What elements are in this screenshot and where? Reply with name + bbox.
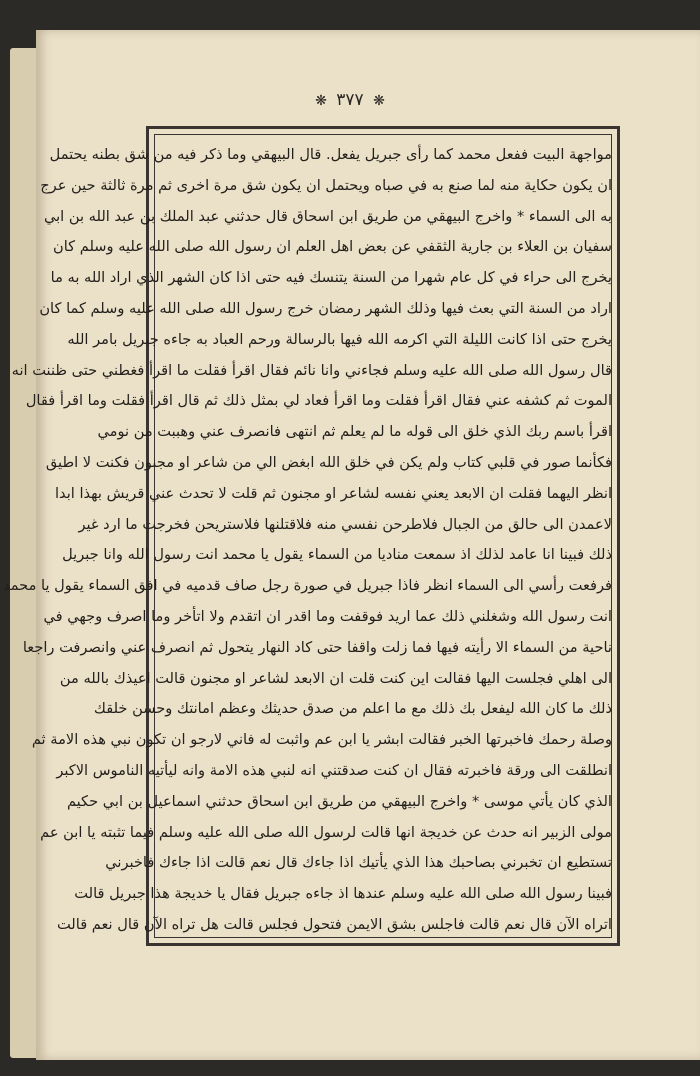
text-line: الموت ثم كشفه عني فقال اقرأ فقلت وما اقرأ فعاد لي بمثل ذلك ثم قال اقرأ فقلت وما اقرأ فقال (25, 392, 612, 410)
text-line: انطلقت الى ورقة فاخبرته فقال ان كنت صدقتني انه لنبي هذه الامة وانه ليأتيه الناموس الاكبر (56, 761, 612, 779)
text-line: انت رسول الله وشغلني ذلك عما اريد فوقفت وما اقدر ان اتقدم ولا اتأخر وما اصرف وجهي في (43, 607, 612, 625)
text-line: يخرج حتى اذا كانت الليلة التي اكرمه الله فيها بالرسالة ورحم العباد به جاءه جبريل بامر الله (67, 330, 612, 348)
text-line: الذي كان يأتي موسى * واخرج البيهقي من طريق ابن اسحاق حدثني اسماعيل بن ابي حكيم (66, 792, 612, 810)
text-line: مولى الزبير انه حدث عن خديجة انها قالت لرسول الله صلى الله عليه وسلم فيما تثبته يا ابن عم (40, 823, 612, 841)
text-line: الى اهلي فجلست اليها فقالت اين كنت قلت ان الابعد لشاعر او مجنون قالت اعيذك بالله من (59, 669, 612, 687)
text-line: فكأنما صور في قلبي كتاب ولم يكن في خلق الله ابغض الي من شاعر او مجنون فكنت لا اطيق (45, 453, 612, 471)
text-line: به الى السماء * واخرج البيهقي من طريق ابن اسحاق قال حدثني عبد الملك بن عبد الله بن ابي (43, 207, 612, 225)
text-line: انظر اليهما فقلت ان الابعد يعني نفسه لشاعر او مجنون ثم قلت لا تحدث عني قريش بهذا ابدا (55, 484, 612, 502)
header-ornament-left: ❋ (315, 93, 327, 109)
text-line: مواجهة البيت ففعل محمد كما رأى جبريل يفعل. قال البيهقي وما ذكر فيه من شق بطنه يحتمل (49, 146, 612, 163)
page-number: ٣٧٧ (336, 90, 364, 110)
text-line: سفيان بن العلاء بن جارية الثقفي عن بعض اهل العلم ان رسول الله صلى الله عليه وسلم كان (52, 238, 612, 256)
text-line: ناحية من السماء الا رأيته فيها فما زلت واقفا حتى كاد النهار يتحول ثم انصرف عني وانصرفت راجعا (22, 638, 612, 656)
body-text (3, 140, 612, 940)
text-line: وصلة رحمك فاخبرتها الخبر فقالت ابشر يا ابن عم واثبت له فاني لارجو ان تكون نبي هذه الامة ثم (31, 731, 612, 749)
text-line: ذلك فبينا انا عامد لذلك اذ سمعت مناديا من السماء يقول يا محمد انت رسول الله وانا جبريل (62, 546, 612, 564)
page-header (0, 90, 700, 120)
header-ornament-right: ❋ (373, 93, 385, 109)
text-line: فرفعت رأسي الى السماء انظر فاذا جبريل في صورة رجل صاف قدميه في افق السماء يقول يا محمد (3, 577, 612, 595)
text-line: اتراه الآن قال نعم قالت فاجلس بشق الايمن فتحول فجلس قالت هل تراه الآن قال نعم قالت (56, 915, 612, 933)
text-line: تستطيع ان تخبرني بصاحبك هذا الذي يأتيك اذا جاءك قال نعم قالت اذا جاءك فاخبرني (105, 854, 612, 872)
text-line: اقرأ باسم ربك الذي خلق الى قوله ما لم يعلم ثم انتهى فانصرف عني وهببت من نومي (97, 423, 612, 441)
text-line: ان يكون حكاية منه لما صنع به في صباه ويحتمل ان يكون شق مرة اخرى ثم مرة ثالثة حين عرج (40, 176, 612, 194)
text-line: يخرج الى حراء في كل عام شهرا من السنة يتنسك فيه حتى اذا كان الشهر الذي اراد الله به ما (50, 269, 612, 287)
text-line: فبينا رسول الله صلى الله عليه وسلم عندها اذ جاءه جبريل فقال يا خديجة هذا جبريل قالت (74, 885, 612, 903)
text-line: لاعمدن الى حالق من الجبال فلاطرحن نفسي منه فلاقتلنها فلاستريحن فخرجت ما ارد غير (78, 515, 612, 533)
text-line: اراد من السنة التي بعث فيها وذلك الشهر رمضان خرج رسول الله صلى الله عليه وسلم كما كان (39, 299, 612, 317)
text-line: ذلك ما كان الله ليفعل بك ذلك مع ما اعلم من صدق حديثك وعظم امانتك وحسن خلقك (93, 700, 612, 718)
text-line: قال رسول الله صلى الله عليه وسلم فجاءني وانا نائم فقال اقرأ فقلت ما اقرأ فغطني حتى ظننت انه (11, 361, 612, 379)
